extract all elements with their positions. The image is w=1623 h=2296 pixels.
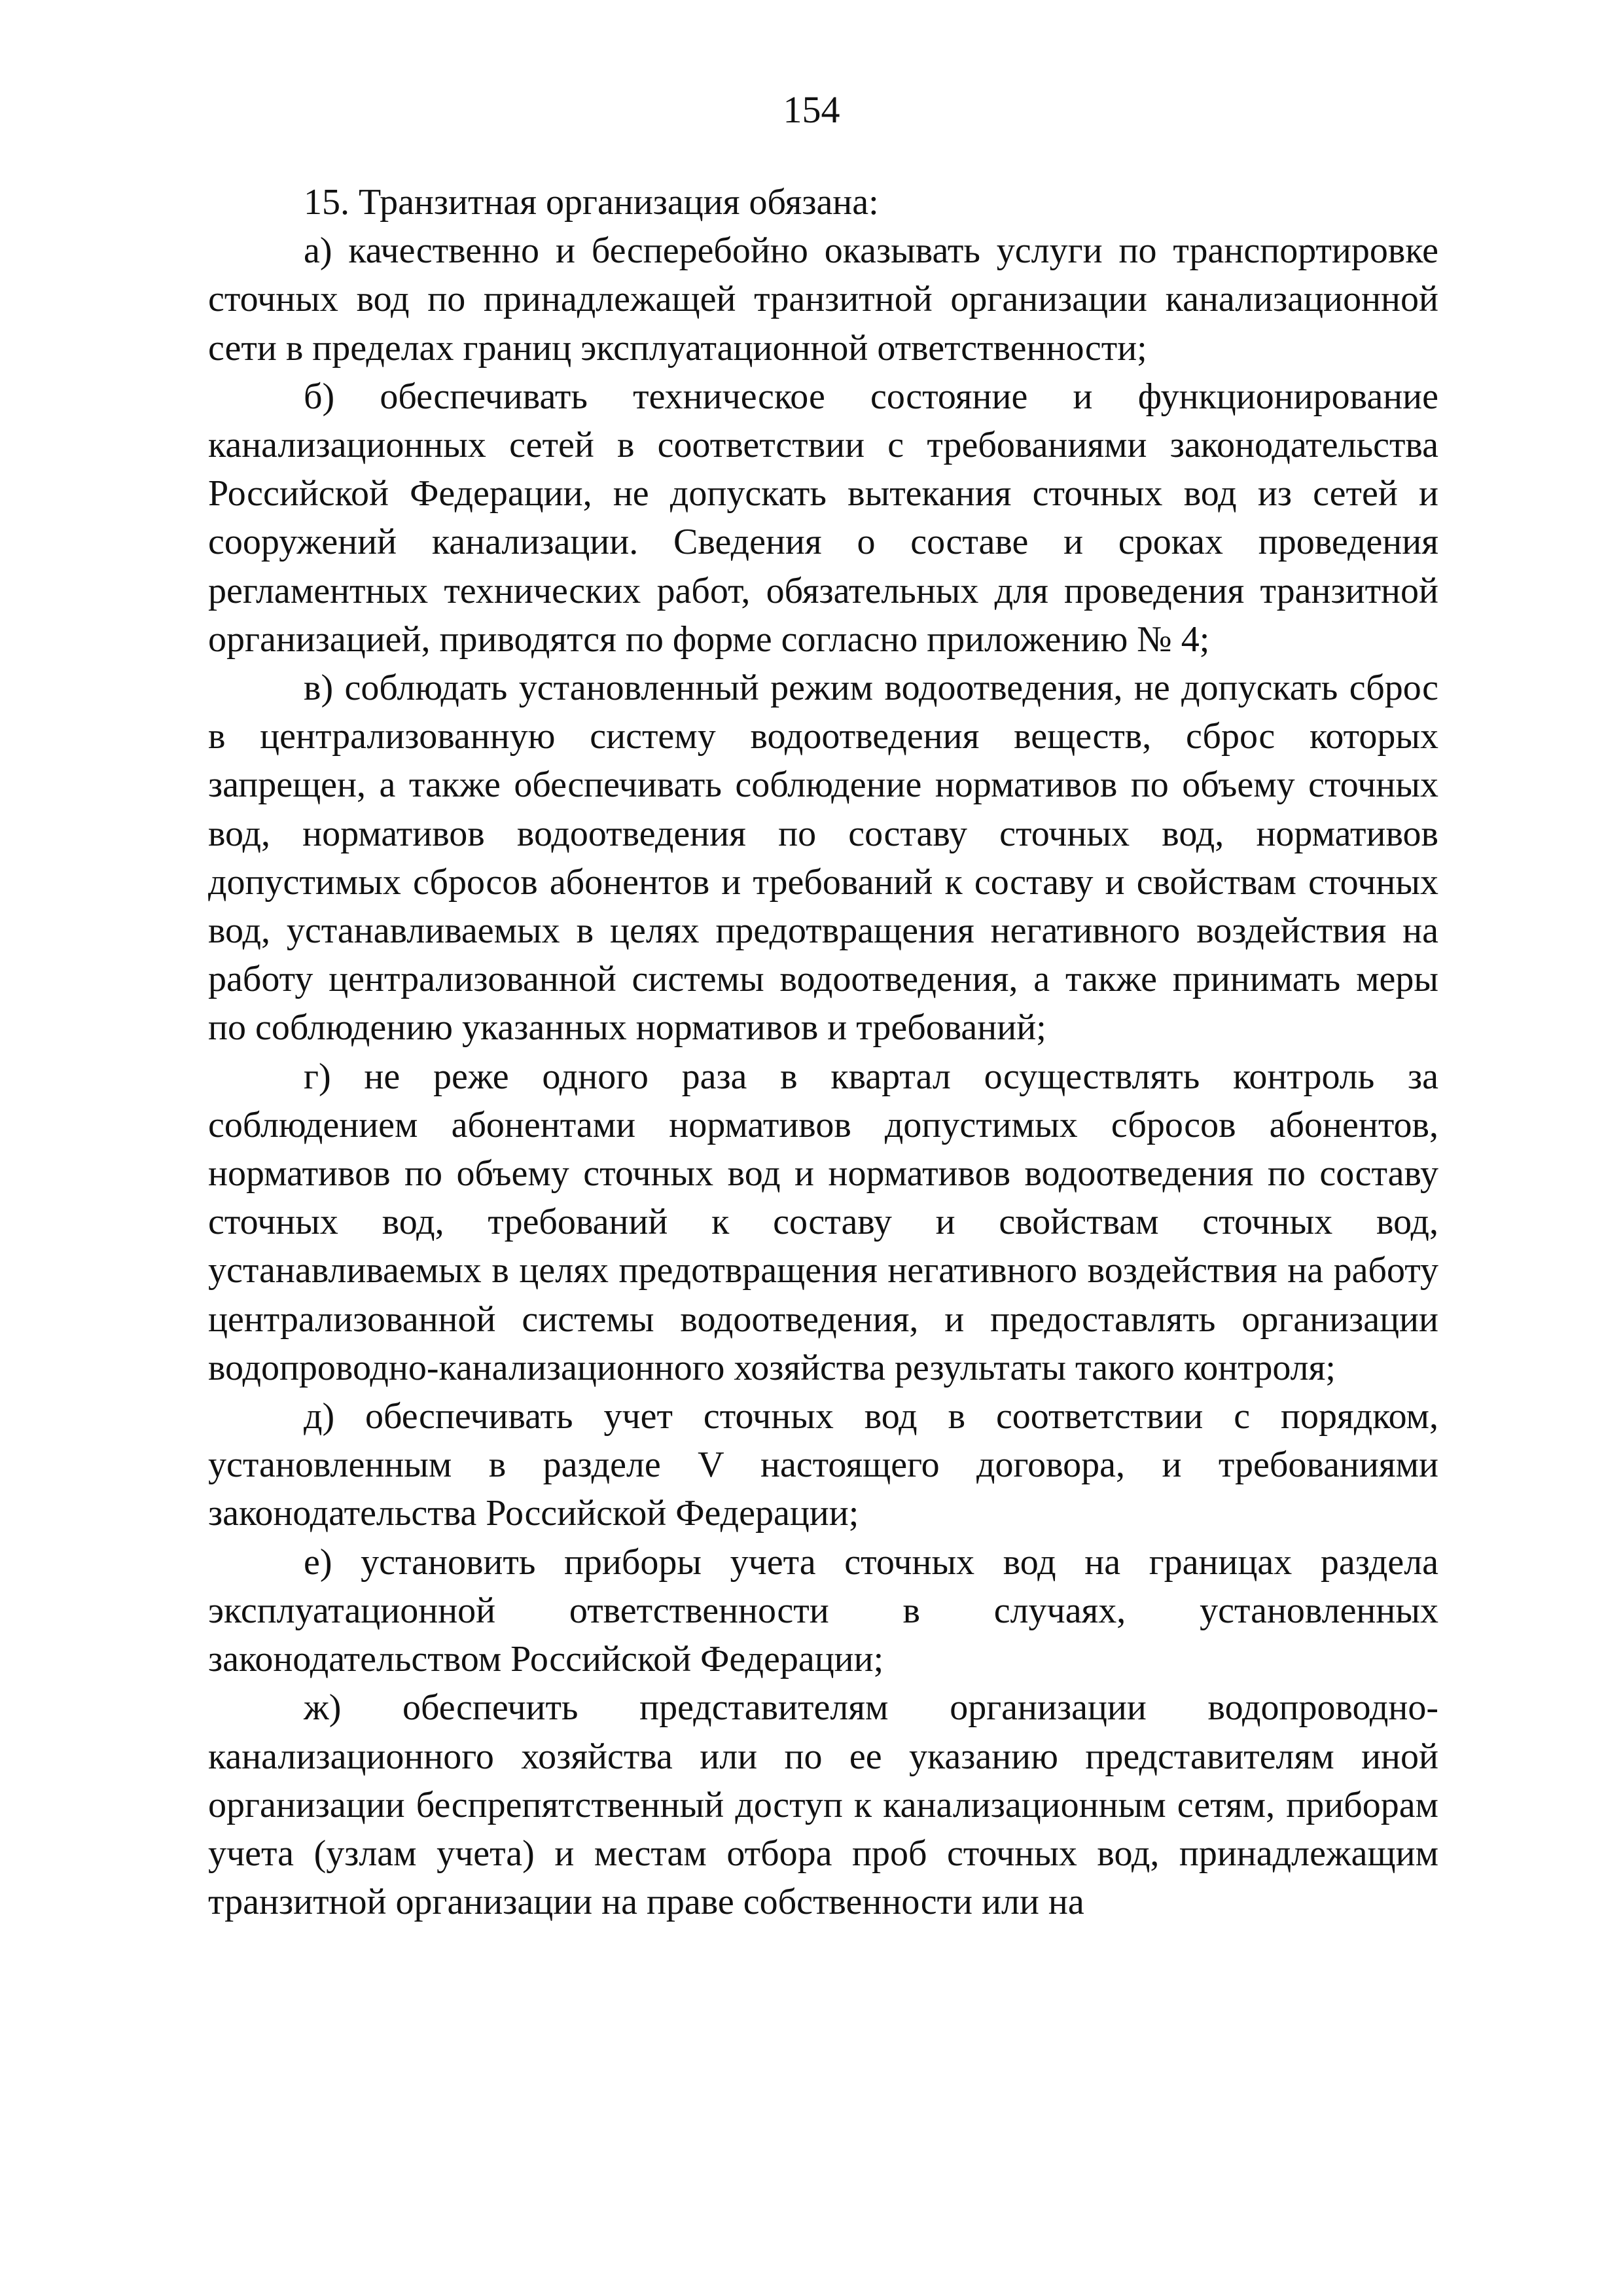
paragraph-item-zh: ж) обеспечить представителям организации водопроводно-канализационного хозяйства или по ее указанию представителям иной организации беспрепятственный доступ к канализационным сетям, приборам учета (узлам учета) и местам отбора проб сточных вод, принадлежащим транзитной организации на праве собственности или на xyxy=(208,1687,1438,1923)
page-number: 154 xyxy=(783,88,840,131)
paragraph-clause-15: 15. Транзитная организация обязана: xyxy=(304,182,879,223)
document-body xyxy=(208,178,1438,1926)
paragraph-item-e: е) установить приборы учета сточных вод на границах раздела эксплуатационной ответственности в случаях, установленных законодательством Российской Федерации; xyxy=(208,1541,1438,1680)
paragraph-item-v: в) соблюдать установленный режим водоотведения, не допускать сброс в централизованную систему водоотведения веществ, сброс которых запрещен, а также обеспечивать соблюдение нормативов по объему сточных вод, нормативов водоотведения по составу сточных вод, нормативов допустимых сбросов абонентов и требований к составу и свойствам сточных вод, устанавливаемых в целях предотвращения негативного воздействия на работу централизованной системы водоотведения, а также принимать меры по соблюдению указанных нормативов и требований; xyxy=(208,668,1438,1049)
paragraph-item-b: б) обеспечивать техническое состояние и функционирование канализационных сетей в соответствии с требованиями законодательства Российской Федерации, не допускать вытекания сточных вод из сетей и сооружений канализации. Сведения о составе и сроках проведения регламентных технических работ, обязательных для проведения транзитной организацией, приводятся по форме согласно приложению № 4; xyxy=(208,376,1438,660)
paragraph-item-a: а) качественно и бесперебойно оказывать услуги по транспортировке сточных вод по принадлежащей транзитной организации канализационной сети в пределах границ эксплуатационной ответственности; xyxy=(208,230,1438,368)
paragraph-item-d: д) обеспечивать учет сточных вод в соответствии с порядком, установленным в разделе V настоящего договора, и требованиями законодательства Российской Федерации; xyxy=(208,1396,1438,1534)
paragraph-item-g: г) не реже одного раза в квартал осуществлять контроль за соблюдением абонентами нормативов допустимых сбросов абонентов, нормативов по объему сточных вод и нормативов водоотведения по составу сточных вод, требований к составу и свойствам сточных вод, устанавливаемых в целях предотвращения негативного воздействия на работу централизованной системы водоотведения, и предоставлять организации водопроводно-канализационного хозяйства результаты такого контроля; xyxy=(208,1056,1438,1388)
